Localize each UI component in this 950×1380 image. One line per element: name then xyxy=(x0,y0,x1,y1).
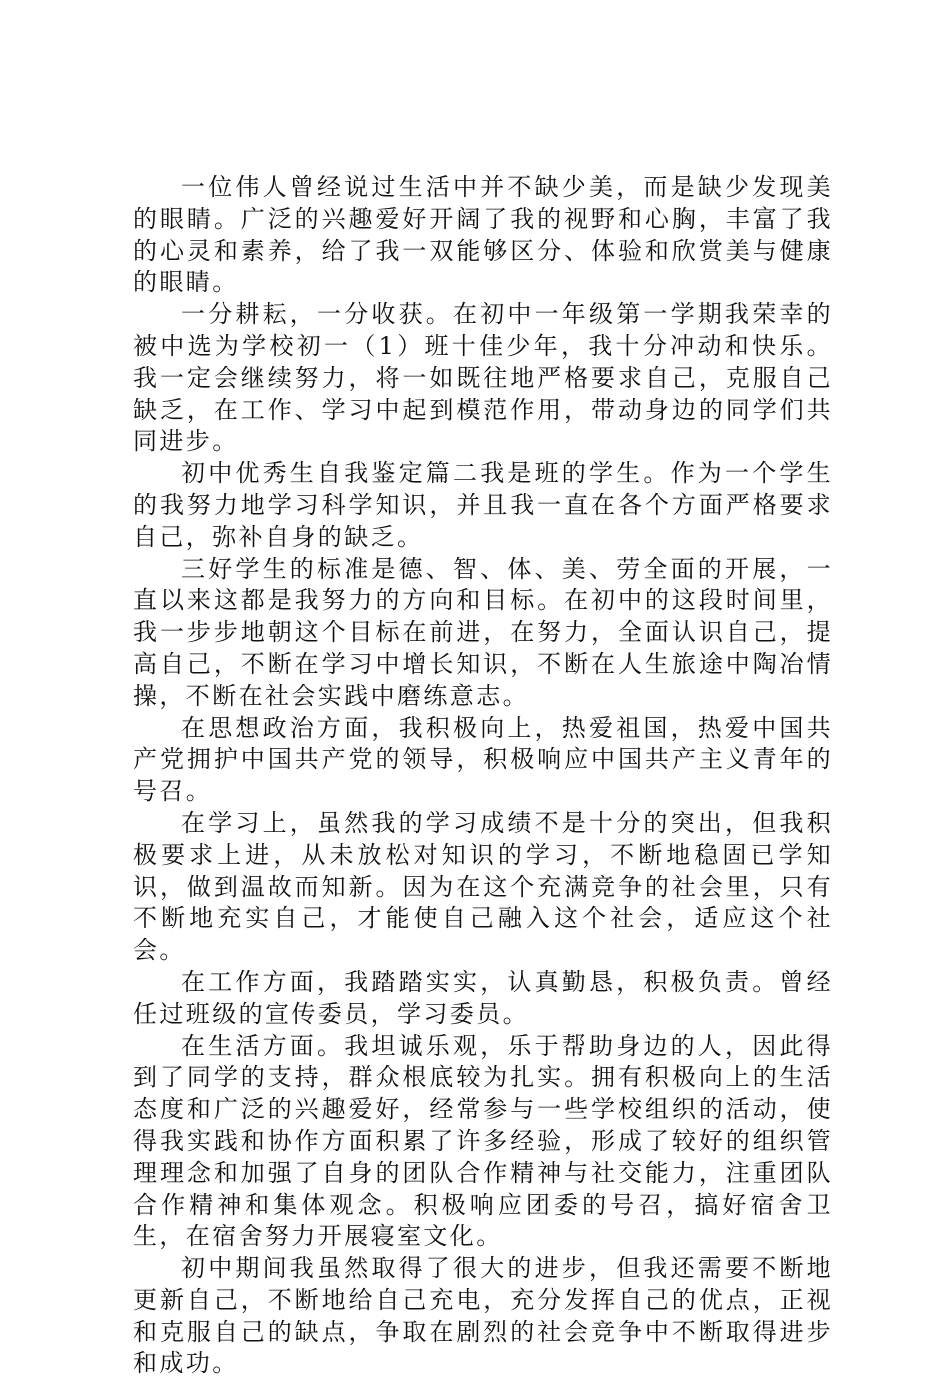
document-body xyxy=(133,172,833,1380)
paragraph: 在工作方面，我踏踏实实，认真勤恳，积极负责。曾经任过班级的宣传委员，学习委员。 xyxy=(133,967,833,1028)
paragraph: 初中优秀生自我鉴定篇二我是班的学生。作为一个学生的我努力地学习科学知识，并且我一直在各个方面严格要求自己，弥补自身的缺乏。 xyxy=(133,459,833,551)
paragraph: 在思想政治方面，我积极向上，热爱祖国，热爱中国共产党拥护中国共产党的领导，积极响应中国共产主义青年的号召。 xyxy=(133,713,833,806)
paragraph: 在生活方面。我坦诚乐观，乐于帮助身边的人，因此得到了同学的支持，群众根底较为扎实。拥有积极向上的生活态度和广泛的兴趣爱好，经常参与一些学校组织的活动，使得我实践和协作方面积累了许多经验，形成了较好的组织管理理念和加强了自身的团队合作精神与社交能力，注重团队合作精神和集体观念。积极响应团委的号召，搞好宿舍卫生，在宿舍努力开展寝室文化。 xyxy=(133,1031,833,1251)
paragraph: 一位伟人曾经说过生活中并不缺少美，而是缺少发现美的眼睛。广泛的兴趣爱好开阔了我的视野和心胸，丰富了我的心灵和素养，给了我一双能够区分、体验和欣赏美与健康的眼睛。 xyxy=(133,173,833,297)
paragraph: 在学习上，虽然我的学习成绩不是十分的突出，但我积极要求上进，从未放松对知识的学习，不断地稳固已学知识，做到温故而知新。因为在这个充满竞争的社会里，只有不断地充实自己，才能使自己融入这个社会，适应这个社会。 xyxy=(133,808,833,965)
paragraph: 三好学生的标准是德、智、体、美、劳全面的开展，一直以来这都是我努力的方向和目标。在初中的这段时间里，我一步步地朝这个目标在前进，在努力，全面认识自己，提高自己，不断在学习中增长知识，不断在人生旅途中陶冶情操，不断在社会实践中磨练意志。 xyxy=(133,554,833,710)
paragraph: 初中期间我虽然取得了很大的进步，但我还需要不断地更新自己，不断地给自己充电，充分发挥自己的优点，正视和克服自己的缺点，争取在剧烈的社会竞争中不断取得进步和成功。 xyxy=(133,1254,833,1378)
paragraph: 一分耕耘，一分收获。在初中一年级第一学期我荣幸的被中选为学校初一（1）班十佳少年，我十分冲动和快乐。我一定会继续努力，将一如既往地严格要求自己，克服自己缺乏，在工作、学习中起到模范作用，带动身边的同学们共同进步。 xyxy=(133,300,833,456)
